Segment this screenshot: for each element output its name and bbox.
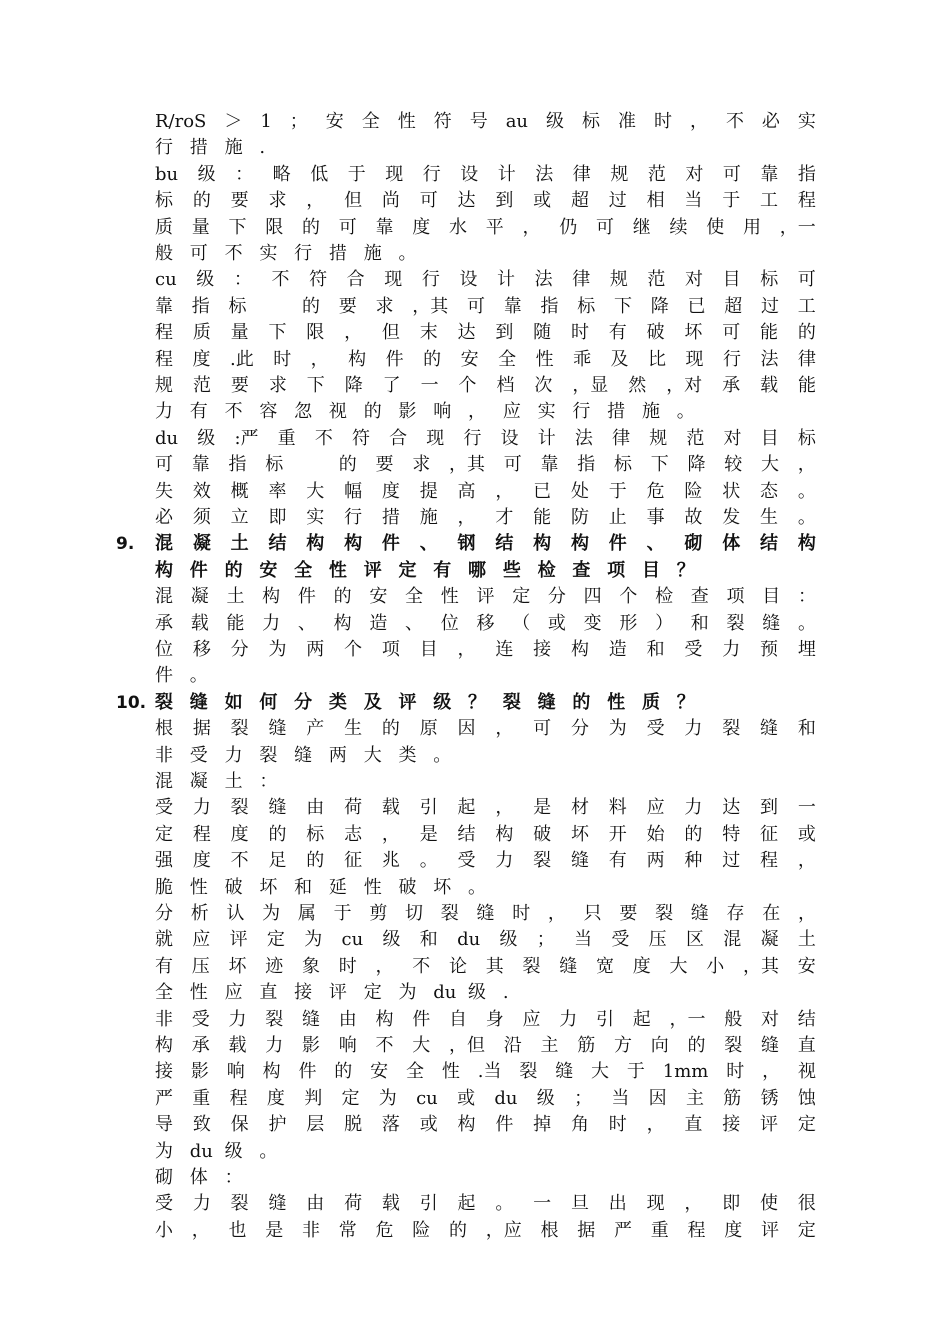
text-line: 就 应 评 定 为 cu 级 和 du 级 ； 当 受 压 区 混 凝 土 [155,929,816,950]
text-line: 行 措 施 . [155,137,266,158]
text-line: 小 ， 也 是 非 常 危 险 的 ，应 根 据 严 重 程 度 评 定 [155,1220,816,1241]
text-line: 砌 体 ： [155,1167,243,1188]
text-line: 根 据 裂 缝 产 生 的 原 因 ， 可 分 为 受 力 裂 缝 和 [155,718,816,739]
text-line: 失 效 概 率 大 幅 度 提 高 ， 已 处 于 危 险 状 态 。 [155,481,816,502]
text-line: 非 受 力 裂 缝 两 大 类 。 [155,745,452,766]
text-line: cu 级 ： 不 符 合 现 行 设 计 法 律 规 范 对 目 标 可 [155,269,816,290]
text-line: 承 载 能 力 、 构 造 、 位 移 （ 或 变 形 ） 和 裂 缝 。 [155,613,816,634]
text-line: 混 凝 土 ： [155,771,278,792]
text-line: 般 可 不 实 行 措 施 。 [155,243,417,264]
question-number: 9. [116,534,135,554]
text-line: 为 du 级 。 [155,1141,278,1162]
text-line: 有 压 坏 迹 象 时 ， 不 论 其 裂 缝 宽 度 大 小 ，其 安 [155,956,816,977]
text-line: 定 程 度 的 标 志 ， 是 结 构 破 坏 开 始 的 特 征 或 [155,824,816,845]
question-heading-line: 构 件 的 安 全 性 评 定 有 哪 些 检 查 项 目 ？ [155,560,695,581]
text-line: 接 影 响 构 件 的 安 全 性 .当 裂 缝 大 于 1mm 时 ， 视 [155,1061,816,1082]
text-line: 件 。 [155,665,208,686]
text-line: 强 度 不 足 的 征 兆 。 受 力 裂 缝 有 两 种 过 程 ， [155,850,816,871]
text-line: bu 级 ： 略 低 于 现 行 设 计 法 律 规 范 对 可 靠 指 [155,164,816,185]
text-line: 严 重 程 度 判 定 为 cu 或 du 级 ； 当 因 主 筋 锈 蚀 [155,1088,816,1109]
text-line: 规 范 要 求 下 降 了 一 个 档 次 ，显 然 ，对 承 载 能 [155,375,816,396]
text-line: 构 承 载 力 影 响 不 大 ，但 沿 主 筋 方 向 的 裂 缝 直 [155,1035,816,1056]
text-line: 全 性 应 直 接 评 定 为 du 级 . [155,982,509,1003]
text-line: 力 有 不 容 忽 视 的 影 响 ， 应 实 行 措 施 。 [155,401,695,422]
question-heading-line: 裂 缝 如 何 分 类 及 评 级 ？ 裂 缝 的 性 质 ？ [155,692,695,713]
text-line: 非 受 力 裂 缝 由 构 件 自 身 应 力 引 起 ，一 般 对 结 [155,1009,816,1030]
text-line: 可 靠 指 标 的 要 求 ，其 可 靠 指 标 下 降 较 大 ， [155,454,816,475]
text-line: 导 致 保 护 层 脱 落 或 构 件 掉 角 时 ， 直 接 评 定 [155,1114,816,1135]
text-line: du 级 :严 重 不 符 合 现 行 设 计 法 律 规 范 对 目 标 [155,428,816,449]
text-line: 靠 指 标 的 要 求 ，其 可 靠 指 标 下 降 已 超 过 工 [155,296,816,317]
question-number: 10. [116,693,147,713]
text-line: 受 力 裂 缝 由 荷 载 引 起 。 一 旦 出 现 ， 即 使 很 [155,1193,816,1214]
text-line: 脆 性 破 坏 和 延 性 破 坏 。 [155,877,487,898]
text-line: 质 量 下 限 的 可 靠 度 水 平 ， 仍 可 继 续 使 用 ，一 [155,217,816,238]
text-line: 必 须 立 即 实 行 措 施 ， 才 能 防 止 事 故 发 生 。 [155,507,816,528]
text-line: 分 析 认 为 属 于 剪 切 裂 缝 时 ， 只 要 裂 缝 存 在 ， [155,903,816,924]
text-line: 程 度 .此 时 ， 构 件 的 安 全 性 乖 及 比 现 行 法 律 [155,349,816,370]
text-line: R/roS ＞ 1 ； 安 全 性 符 号 au 级 标 准 时 ， 不 必 实 [155,111,816,132]
text-line: 受 力 裂 缝 由 荷 载 引 起 ， 是 材 料 应 力 达 到 一 [155,797,816,818]
text-line: 程 质 量 下 限 ， 但 末 达 到 随 时 有 破 坏 可 能 的 [155,322,816,343]
text-line: 混 凝 土 构 件 的 安 全 性 评 定 分 四 个 检 查 项 目 ： [155,586,816,607]
text-line: 标 的 要 求 ， 但 尚 可 达 到 或 超 过 相 当 于 工 程 [155,190,816,211]
question-heading-line: 混 凝 土 结 构 构 件 、 钢 结 构 构 件 、 砌 体 结 构 [155,533,816,554]
text-line: 位 移 分 为 两 个 项 目 ， 连 接 构 造 和 受 力 预 埋 [155,639,816,660]
